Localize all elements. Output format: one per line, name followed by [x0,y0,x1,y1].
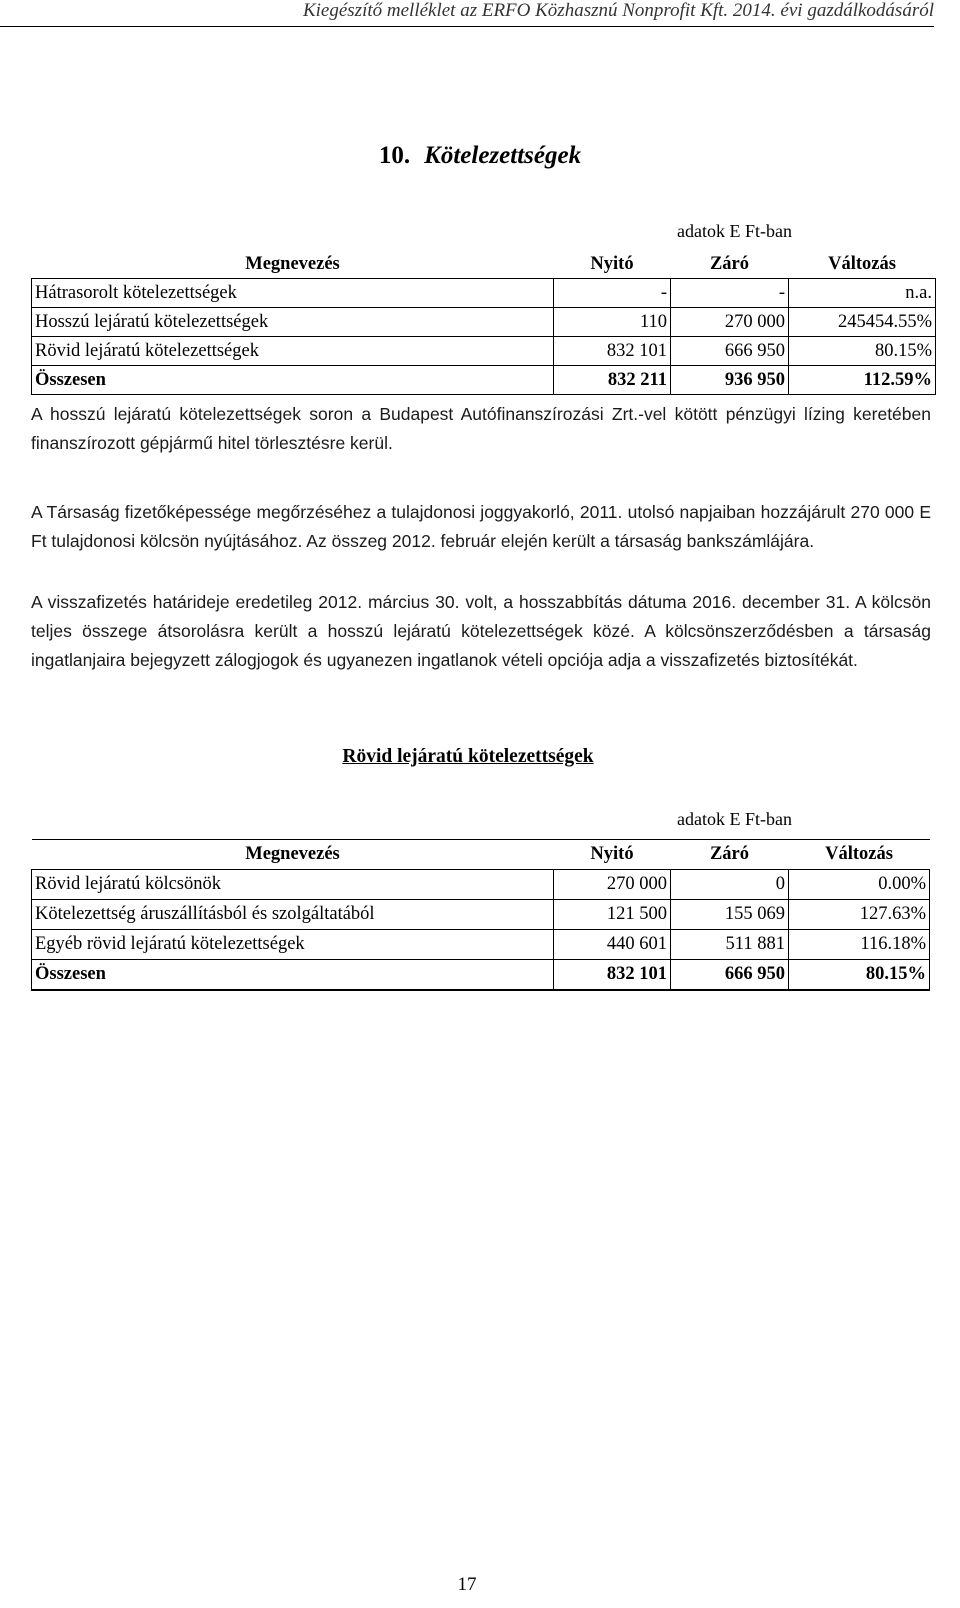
cell-closing: 155 069 [671,900,789,930]
cell-change: n.a. [789,279,936,308]
cell-opening: 110 [554,308,671,337]
row-label: Hátrasorolt kötelezettségek [32,279,554,308]
table-total-row [32,366,936,395]
cell-closing: 270 000 [671,308,789,337]
table-header-row [32,250,936,279]
page-header: Kiegészítő melléklet az ERFO Közhasznú Nonprofit Kft. 2014. évi gazdálkodásáról [0,0,934,27]
section-title-text: Kötelezettségek [424,142,582,169]
cell-opening: 270 000 [554,870,671,900]
cell-change: 112.59% [789,366,936,395]
section-number: 10. [378,142,411,169]
cell-opening: 832 101 [554,337,671,366]
section-title [0,142,960,170]
column-header: Záró [671,840,789,870]
cell-closing: - [671,279,789,308]
cell-closing: 666 950 [671,960,789,991]
subsection-title [0,746,936,768]
column-header: Megnevezés [32,840,554,870]
cell-change: 0.00% [789,870,930,900]
cell-opening: - [554,279,671,308]
table1-unit-label: adatok E Ft-ban [677,221,792,241]
table-total-row [32,960,930,991]
cell-change: 80.15% [789,960,930,991]
table-row [32,930,930,960]
row-label: Rövid lejáratú kölcsönök [32,870,554,900]
table-row [32,870,930,900]
column-header: Nyitó [554,840,671,870]
liabilities-table [31,250,936,395]
table-row [32,900,930,930]
cell-closing: 511 881 [671,930,789,960]
cell-opening: 440 601 [554,930,671,960]
cell-change: 245454.55% [789,308,936,337]
column-header: Megnevezés [245,254,340,274]
row-label: Egyéb rövid lejáratú kötelezettségek [32,930,554,960]
row-label: Hosszú lejáratú kötelezettségek [32,308,554,337]
cell-change: 116.18% [789,930,930,960]
paragraph-loan: A Társaság fizetőképessége megőrzéséhez a tulajdonosi joggyakorló, 2011. utolsó napjaiban hozzájárult 270 000 E Ft tulajdonosi kölcsön nyújtásához. Az összeg 2012. február elején került a társaság bankszámlájára. [31,502,931,551]
cell-change: 80.15% [789,337,936,366]
cell-opening: 832 211 [554,366,671,395]
cell-closing: 666 950 [671,337,789,366]
row-label: Kötelezettség áruszállításból és szolgáltatából [32,900,554,930]
subsection-title-text: Rövid lejáratú kötelezettségek [342,746,594,767]
table-row [32,337,936,366]
row-label: Összesen [32,366,554,395]
paragraph-repayment: A visszafizetés határideje eredetileg 2012. március 30. volt, a hosszabbítás dátuma 2016. december 31. A kölcsön teljes összege átsorolásra került a hosszú lejáratú kötelezettségek közé. A kölcsönszerződésben a társaság ingatlanjaira bejegyzett zálogjogok és ugyanezen ingatlanok vételi opciója adja a visszafizetés biztosítékát. [31,592,931,670]
cell-closing: 0 [671,870,789,900]
page-number: 17 [457,1574,477,1595]
column-header: Nyitó [590,254,634,274]
cell-opening: 832 101 [554,960,671,991]
column-header: Záró [709,254,750,274]
cell-change: 127.63% [789,900,930,930]
row-label: Rövid lejáratú kötelezettségek [32,337,554,366]
cell-closing: 936 950 [671,366,789,395]
cell-opening: 121 500 [554,900,671,930]
table-row [32,279,936,308]
column-header: Változás [789,840,930,870]
column-header: Változás [828,254,896,274]
table-row [32,308,936,337]
table2-unit-label: adatok E Ft-ban [677,809,792,829]
paragraph-leasing: A hosszú lejáratú kötelezettségek soron a Budapest Autófinanszírozási Zrt.-vel kötött pénzügyi lízing keretében finanszírozott gépjármű hitel törlesztésre kerül. [31,404,931,453]
short-term-liabilities-table [31,839,930,991]
table-header-row [32,840,930,870]
row-label: Összesen [32,960,554,991]
